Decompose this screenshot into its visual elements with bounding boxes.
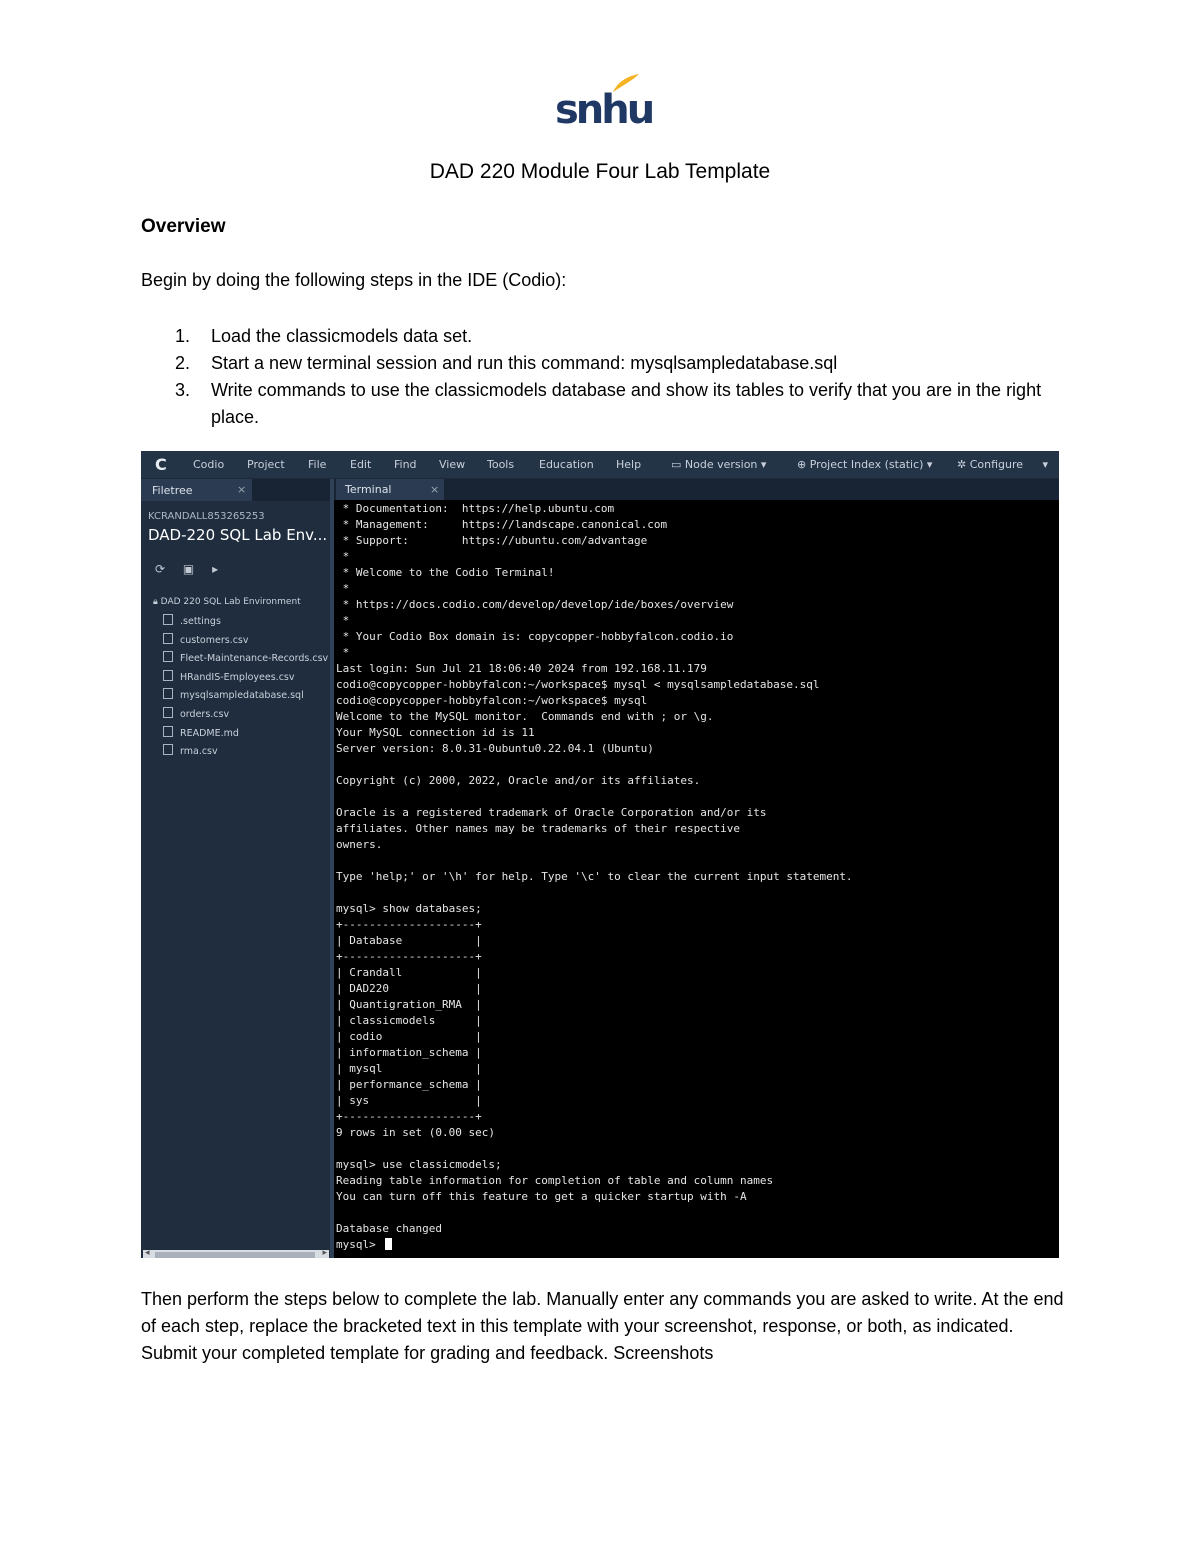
terminal-line: | Database | [336, 934, 482, 947]
file-item[interactable] [163, 670, 328, 689]
file-icon [163, 744, 173, 755]
chevron-down-icon: ▾ [926, 458, 933, 471]
terminal-line: Reading table information for completion of table and column names [336, 1174, 774, 1187]
menu-codio[interactable]: Codio [193, 458, 225, 471]
file-item[interactable] [163, 744, 328, 763]
terminal-line: Database changed [336, 1222, 442, 1235]
gear-icon: ✲ [957, 458, 967, 471]
terminal-line: +--------------------+ [336, 918, 482, 931]
file-icon [163, 651, 173, 662]
node-version-label: Node version [684, 458, 758, 471]
terminal-line: Type 'help;' or '\h' for help. Type '\c' to clear the current input statement. [336, 870, 853, 883]
terminal-line: | Crandall | [336, 966, 482, 979]
scrollbar-thumb[interactable] [155, 1252, 315, 1258]
step-text: Start a new terminal session and run this command: mysqlsampledatabase.sql [211, 353, 838, 373]
file-name: HRandIS-Employees.csv [180, 671, 295, 683]
menu-tools[interactable]: Tools [487, 458, 515, 471]
terminal-line: * [336, 614, 350, 627]
step-text: Load the classicmodels data set. [211, 326, 473, 346]
terminal-line: | classicmodels | [336, 1014, 482, 1027]
file-name: mysqlsampledatabase.sql [180, 690, 304, 702]
terminal-line: Server version: 8.0.31-0ubuntu0.22.04.1 (Ubuntu) [336, 742, 654, 755]
file-item[interactable] [163, 633, 328, 652]
terminal-line: mysql> [336, 1237, 392, 1253]
tab-terminal[interactable] [336, 479, 444, 500]
terminal-line: * https://docs.codio.com/develop/develop/ide/boxes/overview [336, 598, 734, 611]
terminal-line: mysql> use classicmodels; [336, 1158, 502, 1171]
scroll-left-icon[interactable]: ◂ [145, 1248, 150, 1258]
project-user: KCRANDALL853265253 [148, 511, 265, 522]
terminal-line: | mysql | [336, 1062, 482, 1075]
file-icon [163, 688, 173, 699]
horizontal-scrollbar[interactable] [143, 1250, 329, 1258]
instructions-paragraph: Then perform the steps below to complete the lab. Manually enter any commands you are asked to write. At the end of each step, replace the bracketed text in this template with your screenshot, response, or both, as indicated. Submit your completed template for grading and feedback. Screenshots [141, 1289, 1064, 1363]
terminal-line: | codio | [336, 1030, 482, 1043]
terminal-line: Last login: Sun Jul 21 18:06:40 2024 from 192.168.11.179 [336, 662, 707, 675]
refresh-icon[interactable]: ⟳ [155, 562, 166, 576]
preview-icon[interactable]: ▣ [182, 562, 195, 576]
terminal-line: * [336, 582, 350, 595]
filetree-panel [141, 479, 330, 1258]
terminal-line: | Quantigration_RMA | [336, 998, 482, 1011]
steps-list [141, 323, 1061, 431]
menu-project[interactable]: Project [247, 458, 285, 471]
intro-text: Begin by doing the following steps in the IDE (Codio): [141, 270, 567, 290]
document-title: DAD 220 Module Four Lab Template [429, 160, 771, 183]
terminal-line: | sys | [336, 1094, 482, 1107]
tab-filetree[interactable] [141, 479, 252, 501]
terminal-line: codio@copycopper-hobbyfalcon:~/workspace$ mysql [336, 694, 648, 707]
file-item[interactable] [163, 614, 328, 633]
project-index-label: Project Index (static) [809, 458, 924, 471]
file-name: customers.csv [180, 634, 249, 646]
monitor-icon: ▭ [671, 458, 682, 471]
codio-logo-icon: C [155, 455, 167, 474]
tab-filetree-label: Filetree [152, 484, 193, 497]
file-name: README.md [180, 727, 239, 739]
close-icon[interactable]: × [430, 483, 440, 496]
terminal-line: * Welcome to the Codio Terminal! [336, 566, 555, 579]
configure-label: Configure [969, 458, 1024, 471]
terminal-line: * Management: https://landscape.canonical.com [336, 518, 668, 531]
terminal-line: owners. [336, 838, 383, 851]
configure-dropdown[interactable] [957, 458, 1048, 471]
file-icon [163, 614, 173, 625]
terminal-line: | performance_schema | [336, 1078, 482, 1091]
terminal-line: mysql> show databases; [336, 902, 482, 915]
file-icon [163, 670, 173, 681]
step-number: 2. [175, 353, 191, 373]
menu-file[interactable]: File [308, 458, 327, 471]
scroll-right-icon[interactable]: ▸ [322, 1248, 327, 1258]
snhu-logo [555, 72, 653, 134]
ide-menubar [141, 451, 1059, 478]
terminal-line: Copyright (c) 2000, 2022, Oracle and/or its affiliates. [336, 774, 701, 787]
file-tree [163, 614, 328, 763]
logo-text: snhu [555, 87, 653, 133]
project-index-dropdown[interactable] [797, 458, 932, 471]
file-item[interactable] [163, 726, 328, 745]
terminal-line: +--------------------+ [336, 1110, 482, 1123]
terminal-line: 9 rows in set (0.00 sec) [336, 1126, 495, 1139]
terminal-line: * Your Codio Box domain is: copycopper-hobbyfalcon.codio.io [336, 630, 734, 643]
terminal-line: * Documentation: https://help.ubuntu.com [336, 502, 615, 515]
menu-view[interactable]: View [439, 458, 466, 471]
close-icon[interactable]: × [237, 483, 247, 496]
project-name[interactable]: DAD-220 SQL Lab Env... [148, 526, 328, 544]
step-number: 3. [175, 380, 191, 400]
terminal-line: | information_schema | [336, 1046, 482, 1059]
globe-icon: ⊕ [797, 458, 807, 471]
terminal-line: | DAD220 | [336, 982, 482, 995]
chevron-down-icon: ▾ [760, 458, 767, 471]
terminal-cursor [385, 1238, 392, 1250]
step-number: 1. [175, 326, 191, 346]
terminal-line: Welcome to the MySQL monitor. Commands end with ; or \g. [336, 710, 714, 723]
step-item [141, 350, 1061, 377]
terminal-tabbar [334, 479, 1059, 500]
file-item[interactable] [163, 688, 328, 707]
tree-root[interactable] [153, 597, 301, 607]
terminal-line: * [336, 646, 350, 659]
file-icon [163, 726, 173, 737]
step-item [141, 377, 1061, 431]
file-name: orders.csv [180, 708, 230, 720]
tab-terminal-label: Terminal [345, 483, 392, 496]
play-icon[interactable]: ▸ [212, 562, 219, 576]
ide-screenshot [141, 451, 1059, 1258]
file-name: rma.csv [180, 746, 218, 758]
file-icon [163, 707, 173, 718]
terminal-line: * [336, 550, 350, 563]
terminal-line: +--------------------+ [336, 950, 482, 963]
terminal-output[interactable] [334, 500, 1059, 1258]
step-item [141, 323, 1061, 350]
terminal-line: codio@copycopper-hobbyfalcon:~/workspace$ mysql < mysqlsampledatabase.sql [336, 678, 820, 691]
file-item[interactable] [163, 651, 328, 670]
terminal-line: Your MySQL connection id is 11 [336, 726, 535, 739]
chevron-down-icon: ▾ [1042, 458, 1049, 471]
filetree-tabbar [141, 479, 330, 501]
node-version-dropdown[interactable] [671, 458, 766, 471]
menu-help[interactable]: Help [616, 458, 642, 471]
file-name: Fleet-Maintenance-Records.csv [180, 653, 329, 665]
lock-icon: 🔒︎ [153, 597, 158, 607]
terminal-line: * Support: https://ubuntu.com/advantage [336, 534, 648, 547]
menu-edit[interactable]: Edit [350, 458, 372, 471]
file-icon [163, 633, 173, 644]
project-toolbar [155, 562, 218, 576]
terminal-line: affiliates. Other names may be trademarks of their respective [336, 822, 740, 835]
step-text: Write commands to use the classicmodels database and show its tables to verify that you are in the right place. [211, 380, 1042, 427]
menu-education[interactable]: Education [539, 458, 594, 471]
menu-find[interactable]: Find [394, 458, 417, 471]
tree-root-label: DAD 220 SQL Lab Environment [160, 597, 301, 607]
overview-heading: Overview [141, 216, 226, 237]
file-item[interactable] [163, 707, 328, 726]
file-name: .settings [180, 616, 221, 627]
terminal-line: Oracle is a registered trademark of Oracle Corporation and/or its [336, 806, 767, 819]
terminal-line: You can turn off this feature to get a quicker startup with -A [336, 1190, 747, 1203]
